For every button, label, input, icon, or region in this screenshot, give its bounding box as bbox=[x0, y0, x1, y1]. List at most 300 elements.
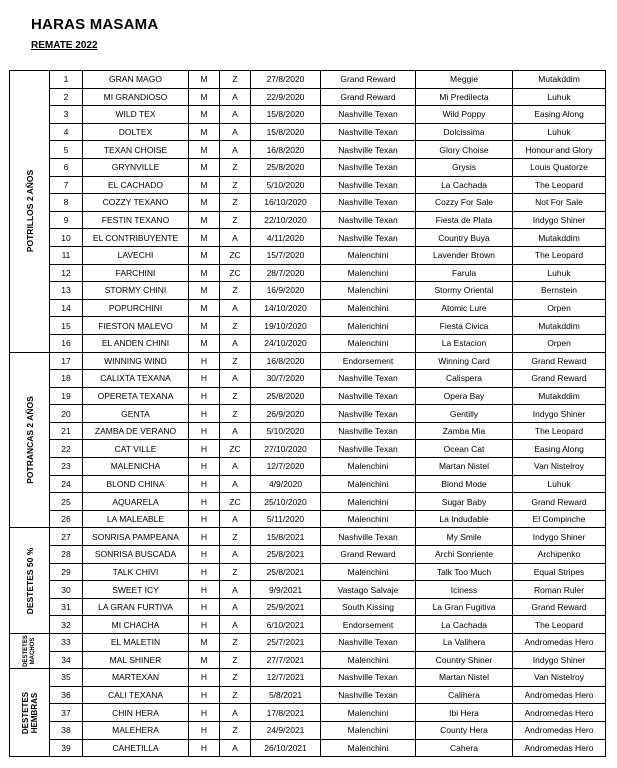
horse-name-cell: ZAMBA DE VERANO bbox=[83, 422, 189, 440]
dam-sire-cell: Orpen bbox=[513, 299, 606, 317]
sire-cell: Nashville Texan bbox=[321, 123, 416, 141]
coat-cell: A bbox=[220, 546, 251, 564]
sire-cell: Nashville Texan bbox=[321, 211, 416, 229]
birth-date-cell: 15/8/2020 bbox=[251, 123, 321, 141]
dam-sire-cell: Honour and Glory bbox=[513, 141, 606, 159]
sire-cell: Nashville Texan bbox=[321, 141, 416, 159]
coat-cell: Z bbox=[220, 211, 251, 229]
lot-number-cell: 16 bbox=[50, 334, 83, 352]
dam-cell: Blond Mode bbox=[416, 475, 513, 493]
lot-number-cell: 14 bbox=[50, 299, 83, 317]
birth-date-cell: 25/8/2021 bbox=[251, 563, 321, 581]
dam-sire-cell: Equal Stripes bbox=[513, 563, 606, 581]
table-row bbox=[10, 334, 606, 352]
sex-cell: H bbox=[189, 598, 220, 616]
lot-number-cell: 27 bbox=[50, 528, 83, 546]
sex-cell: M bbox=[189, 299, 220, 317]
table-row bbox=[10, 299, 606, 317]
lot-number-cell: 35 bbox=[50, 669, 83, 687]
horse-name-cell: POPURCHINI bbox=[83, 299, 189, 317]
horse-name-cell: CHIN HERA bbox=[83, 704, 189, 722]
sire-cell: Endorsement bbox=[321, 616, 416, 634]
sire-cell: Nashville Texan bbox=[321, 176, 416, 194]
birth-date-cell: 17/8/2021 bbox=[251, 704, 321, 722]
coat-cell: Z bbox=[220, 721, 251, 739]
dam-sire-cell: Luhuk bbox=[513, 88, 606, 106]
horse-name-cell: TEXAN CHOISE bbox=[83, 141, 189, 159]
horse-name-cell: EL MALETIN bbox=[83, 634, 189, 652]
dam-sire-cell: Indygo Shiner bbox=[513, 528, 606, 546]
sire-cell: Malenchini bbox=[321, 510, 416, 528]
table-row bbox=[10, 106, 606, 124]
coat-cell: Z bbox=[220, 528, 251, 546]
sex-cell: H bbox=[189, 546, 220, 564]
lot-number-cell: 31 bbox=[50, 598, 83, 616]
sire-cell: Nashville Texan bbox=[321, 686, 416, 704]
dam-sire-cell: Andromedas Hero bbox=[513, 634, 606, 652]
dam-cell: Archi Sonriente bbox=[416, 546, 513, 564]
table-row bbox=[10, 721, 606, 739]
birth-date-cell: 5/11/2020 bbox=[251, 510, 321, 528]
lot-number-cell: 22 bbox=[50, 440, 83, 458]
table-row bbox=[10, 546, 606, 564]
coat-cell: A bbox=[220, 616, 251, 634]
coat-cell: Z bbox=[220, 669, 251, 687]
birth-date-cell: 15/8/2021 bbox=[251, 528, 321, 546]
sex-cell: H bbox=[189, 405, 220, 423]
birth-date-cell: 25/8/2021 bbox=[251, 546, 321, 564]
dam-sire-cell: Archipenko bbox=[513, 546, 606, 564]
sex-cell: M bbox=[189, 211, 220, 229]
sex-cell: M bbox=[189, 141, 220, 159]
coat-cell: ZC bbox=[220, 246, 251, 264]
sex-cell: H bbox=[189, 563, 220, 581]
horse-name-cell: LA GRAN FURTIVA bbox=[83, 598, 189, 616]
table-row bbox=[10, 88, 606, 106]
lot-number-cell: 33 bbox=[50, 634, 83, 652]
table-row bbox=[10, 158, 606, 176]
sex-cell: M bbox=[189, 194, 220, 212]
table-row bbox=[10, 387, 606, 405]
sex-cell: H bbox=[189, 370, 220, 388]
coat-cell: Z bbox=[220, 317, 251, 335]
coat-cell: Z bbox=[220, 176, 251, 194]
dam-cell: Dolcissima bbox=[416, 123, 513, 141]
sire-cell: Vastago Salvaje bbox=[321, 581, 416, 599]
sire-cell: Malenchini bbox=[321, 704, 416, 722]
dam-sire-cell: Mutakddim bbox=[513, 387, 606, 405]
dam-cell: Winning Card bbox=[416, 352, 513, 370]
sire-cell: Nashville Texan bbox=[321, 422, 416, 440]
dam-cell: Fiesta Civica bbox=[416, 317, 513, 335]
table-row bbox=[10, 176, 606, 194]
coat-cell: Z bbox=[220, 282, 251, 300]
dam-sire-cell: Grand Reward bbox=[513, 493, 606, 511]
dam-cell: Martan Nistel bbox=[416, 458, 513, 476]
table-row bbox=[10, 563, 606, 581]
dam-sire-cell: Easing Along bbox=[513, 106, 606, 124]
horse-name-cell: MI GRANDIOSO bbox=[83, 88, 189, 106]
dam-cell: Lavender Brown bbox=[416, 246, 513, 264]
dam-cell: Cozzy For Sale bbox=[416, 194, 513, 212]
dam-sire-cell: Indygo Shiner bbox=[513, 211, 606, 229]
dam-cell: Martan Nistel bbox=[416, 669, 513, 687]
horse-name-cell: WINNING WIND bbox=[83, 352, 189, 370]
horse-name-cell: COZZY TEXANO bbox=[83, 194, 189, 212]
sex-cell: M bbox=[189, 106, 220, 124]
birth-date-cell: 22/9/2020 bbox=[251, 88, 321, 106]
sex-cell: H bbox=[189, 422, 220, 440]
lot-number-cell: 1 bbox=[50, 71, 83, 89]
sire-cell: Malenchini bbox=[321, 246, 416, 264]
horse-name-cell: CAHETILLA bbox=[83, 739, 189, 757]
dam-cell: Wild Poppy bbox=[416, 106, 513, 124]
sire-cell: Nashville Texan bbox=[321, 158, 416, 176]
horse-name-cell: SONRISA PAMPEANA bbox=[83, 528, 189, 546]
birth-date-cell: 9/9/2021 bbox=[251, 581, 321, 599]
sire-cell: Nashville Texan bbox=[321, 669, 416, 687]
dam-sire-cell: Not For Sale bbox=[513, 194, 606, 212]
sex-cell: M bbox=[189, 123, 220, 141]
table-row bbox=[10, 422, 606, 440]
section-label-text: POTRANCAS 2 AÑOS bbox=[24, 396, 35, 484]
sex-cell: H bbox=[189, 387, 220, 405]
section-label bbox=[10, 634, 50, 669]
coat-cell: Z bbox=[220, 71, 251, 89]
birth-date-cell: 25/9/2021 bbox=[251, 598, 321, 616]
dam-cell: Cahera bbox=[416, 739, 513, 757]
section-label bbox=[10, 352, 50, 528]
sire-cell: Grand Reward bbox=[321, 546, 416, 564]
dam-sire-cell: Grand Reward bbox=[513, 352, 606, 370]
table-row bbox=[10, 616, 606, 634]
lot-number-cell: 23 bbox=[50, 458, 83, 476]
table-row bbox=[10, 458, 606, 476]
dam-cell: Talk Too Much bbox=[416, 563, 513, 581]
dam-sire-cell: Grand Reward bbox=[513, 598, 606, 616]
lot-number-cell: 13 bbox=[50, 282, 83, 300]
horse-name-cell: EL ANDEN CHINI bbox=[83, 334, 189, 352]
lot-number-cell: 39 bbox=[50, 739, 83, 757]
lot-number-cell: 36 bbox=[50, 686, 83, 704]
horse-name-cell: GENTA bbox=[83, 405, 189, 423]
coat-cell: A bbox=[220, 141, 251, 159]
dam-sire-cell: Mutakddim bbox=[513, 229, 606, 247]
birth-date-cell: 25/8/2020 bbox=[251, 387, 321, 405]
dam-cell: Glory Choise bbox=[416, 141, 513, 159]
birth-date-cell: 4/11/2020 bbox=[251, 229, 321, 247]
coat-cell: Z bbox=[220, 387, 251, 405]
birth-date-cell: 16/9/2020 bbox=[251, 282, 321, 300]
birth-date-cell: 24/10/2020 bbox=[251, 334, 321, 352]
dam-sire-cell: Mutakddim bbox=[513, 71, 606, 89]
birth-date-cell: 14/10/2020 bbox=[251, 299, 321, 317]
horse-name-cell: LA MALEABLE bbox=[83, 510, 189, 528]
birth-date-cell: 12/7/2021 bbox=[251, 669, 321, 687]
horse-name-cell: STORMY CHINI bbox=[83, 282, 189, 300]
lot-number-cell: 25 bbox=[50, 493, 83, 511]
sire-cell: Nashville Texan bbox=[321, 528, 416, 546]
dam-cell: Atomic Lure bbox=[416, 299, 513, 317]
sex-cell: H bbox=[189, 581, 220, 599]
sex-cell: M bbox=[189, 282, 220, 300]
dam-cell: Zamba Mia bbox=[416, 422, 513, 440]
sire-cell: Malenchini bbox=[321, 493, 416, 511]
table-row bbox=[10, 581, 606, 599]
birth-date-cell: 5/10/2020 bbox=[251, 422, 321, 440]
lot-number-cell: 19 bbox=[50, 387, 83, 405]
dam-cell: La Gran Fugitiva bbox=[416, 598, 513, 616]
section-label-text: DESTETES 50 % bbox=[24, 547, 35, 615]
dam-sire-cell: Orpen bbox=[513, 334, 606, 352]
table-row bbox=[10, 634, 606, 652]
dam-cell: County Hera bbox=[416, 721, 513, 739]
sex-cell: M bbox=[189, 651, 220, 669]
lot-number-cell: 15 bbox=[50, 317, 83, 335]
sex-cell: H bbox=[189, 493, 220, 511]
dam-cell: Opera Bay bbox=[416, 387, 513, 405]
document-title: HARAS MASAMA bbox=[31, 16, 159, 33]
coat-cell: ZC bbox=[220, 264, 251, 282]
birth-date-cell: 5/10/2020 bbox=[251, 176, 321, 194]
table-row bbox=[10, 71, 606, 89]
sex-cell: M bbox=[189, 246, 220, 264]
lot-number-cell: 30 bbox=[50, 581, 83, 599]
dam-cell: Ibi Hera bbox=[416, 704, 513, 722]
table-row bbox=[10, 739, 606, 757]
lot-number-cell: 21 bbox=[50, 422, 83, 440]
sex-cell: H bbox=[189, 704, 220, 722]
horse-name-cell: TALK CHIVI bbox=[83, 563, 189, 581]
sire-cell: Malenchini bbox=[321, 282, 416, 300]
table-row bbox=[10, 282, 606, 300]
dam-cell: Ocean Cat bbox=[416, 440, 513, 458]
table-row bbox=[10, 194, 606, 212]
horse-name-cell: MI CHACHA bbox=[83, 616, 189, 634]
sex-cell: H bbox=[189, 669, 220, 687]
birth-date-cell: 30/7/2020 bbox=[251, 370, 321, 388]
birth-date-cell: 27/10/2020 bbox=[251, 440, 321, 458]
coat-cell: A bbox=[220, 106, 251, 124]
table-row bbox=[10, 440, 606, 458]
sex-cell: H bbox=[189, 686, 220, 704]
lot-number-cell: 7 bbox=[50, 176, 83, 194]
dam-cell: Stormy Oriental bbox=[416, 282, 513, 300]
table-row bbox=[10, 352, 606, 370]
lot-number-cell: 11 bbox=[50, 246, 83, 264]
coat-cell: Z bbox=[220, 405, 251, 423]
dam-cell: La Cachada bbox=[416, 176, 513, 194]
horse-name-cell: GRYNVILLE bbox=[83, 158, 189, 176]
coat-cell: A bbox=[220, 458, 251, 476]
horse-name-cell: BLOND CHINA bbox=[83, 475, 189, 493]
coat-cell: A bbox=[220, 370, 251, 388]
sex-cell: H bbox=[189, 528, 220, 546]
lot-number-cell: 3 bbox=[50, 106, 83, 124]
horse-name-cell: MAL SHINER bbox=[83, 651, 189, 669]
lot-number-cell: 34 bbox=[50, 651, 83, 669]
sire-cell: Malenchini bbox=[321, 264, 416, 282]
birth-date-cell: 16/8/2020 bbox=[251, 352, 321, 370]
auction-table bbox=[9, 70, 606, 757]
coat-cell: A bbox=[220, 422, 251, 440]
birth-date-cell: 22/10/2020 bbox=[251, 211, 321, 229]
sex-cell: H bbox=[189, 440, 220, 458]
sire-cell: Malenchini bbox=[321, 299, 416, 317]
sex-cell: M bbox=[189, 176, 220, 194]
lot-number-cell: 12 bbox=[50, 264, 83, 282]
horse-name-cell: MARTEXAN bbox=[83, 669, 189, 687]
sire-cell: Malenchini bbox=[321, 458, 416, 476]
coat-cell: Z bbox=[220, 194, 251, 212]
birth-date-cell: 26/9/2020 bbox=[251, 405, 321, 423]
sex-cell: H bbox=[189, 475, 220, 493]
dam-cell: La Indudable bbox=[416, 510, 513, 528]
dam-cell: La Estacion bbox=[416, 334, 513, 352]
section-label bbox=[10, 669, 50, 757]
dam-sire-cell: Andromedas Hero bbox=[513, 721, 606, 739]
horse-name-cell: EL CACHADO bbox=[83, 176, 189, 194]
dam-cell: Meggie bbox=[416, 71, 513, 89]
horse-name-cell: LAVECHI bbox=[83, 246, 189, 264]
dam-sire-cell: Indygo Shiner bbox=[513, 651, 606, 669]
birth-date-cell: 25/10/2020 bbox=[251, 493, 321, 511]
birth-date-cell: 16/8/2020 bbox=[251, 141, 321, 159]
coat-cell: A bbox=[220, 598, 251, 616]
sire-cell: Malenchini bbox=[321, 721, 416, 739]
sex-cell: H bbox=[189, 739, 220, 757]
coat-cell: A bbox=[220, 229, 251, 247]
table-row bbox=[10, 598, 606, 616]
dam-sire-cell: The Leopard bbox=[513, 176, 606, 194]
table-row bbox=[10, 475, 606, 493]
section-label bbox=[10, 71, 50, 353]
horse-name-cell: FIESTON MALEVO bbox=[83, 317, 189, 335]
table-row bbox=[10, 651, 606, 669]
lot-number-cell: 37 bbox=[50, 704, 83, 722]
sire-cell: Malenchini bbox=[321, 317, 416, 335]
dam-cell: Mi Predilecta bbox=[416, 88, 513, 106]
table-row bbox=[10, 510, 606, 528]
dam-cell: My Smile bbox=[416, 528, 513, 546]
lot-number-cell: 10 bbox=[50, 229, 83, 247]
table-row bbox=[10, 264, 606, 282]
horse-name-cell: OPERETA TEXANA bbox=[83, 387, 189, 405]
sex-cell: M bbox=[189, 88, 220, 106]
lot-number-cell: 28 bbox=[50, 546, 83, 564]
lot-number-cell: 38 bbox=[50, 721, 83, 739]
dam-sire-cell: Mutakddim bbox=[513, 317, 606, 335]
horse-name-cell: FESTIN TEXANO bbox=[83, 211, 189, 229]
horse-name-cell: FARCHINI bbox=[83, 264, 189, 282]
auction-table-body bbox=[10, 71, 606, 757]
coat-cell: A bbox=[220, 704, 251, 722]
dam-sire-cell: Andromedas Hero bbox=[513, 704, 606, 722]
dam-cell: Grysis bbox=[416, 158, 513, 176]
coat-cell: A bbox=[220, 510, 251, 528]
sex-cell: M bbox=[189, 334, 220, 352]
dam-sire-cell: The Leopard bbox=[513, 616, 606, 634]
table-row bbox=[10, 370, 606, 388]
birth-date-cell: 12/7/2020 bbox=[251, 458, 321, 476]
coat-cell: A bbox=[220, 299, 251, 317]
dam-sire-cell: Luhuk bbox=[513, 123, 606, 141]
section-label-text: DESTETES MACHOS bbox=[22, 635, 36, 667]
birth-date-cell: 24/9/2021 bbox=[251, 721, 321, 739]
lot-number-cell: 9 bbox=[50, 211, 83, 229]
sire-cell: Nashville Texan bbox=[321, 387, 416, 405]
dam-cell: Sugar Baby bbox=[416, 493, 513, 511]
table-row bbox=[10, 528, 606, 546]
birth-date-cell: 28/7/2020 bbox=[251, 264, 321, 282]
horse-name-cell: CALIXTA TEXANA bbox=[83, 370, 189, 388]
dam-sire-cell: Van Nistelroy bbox=[513, 669, 606, 687]
sire-cell: Nashville Texan bbox=[321, 370, 416, 388]
dam-sire-cell: Roman Ruler bbox=[513, 581, 606, 599]
sire-cell: Malenchini bbox=[321, 334, 416, 352]
section-label bbox=[10, 528, 50, 634]
horse-name-cell: AQUARELA bbox=[83, 493, 189, 511]
horse-name-cell: GRAN MAGO bbox=[83, 71, 189, 89]
lot-number-cell: 6 bbox=[50, 158, 83, 176]
dam-cell: Gentilly bbox=[416, 405, 513, 423]
dam-cell: Calispera bbox=[416, 370, 513, 388]
dam-sire-cell: Luhuk bbox=[513, 475, 606, 493]
sex-cell: H bbox=[189, 458, 220, 476]
table-row bbox=[10, 229, 606, 247]
coat-cell: A bbox=[220, 739, 251, 757]
sex-cell: H bbox=[189, 616, 220, 634]
sire-cell: Grand Reward bbox=[321, 71, 416, 89]
lot-number-cell: 18 bbox=[50, 370, 83, 388]
table-row bbox=[10, 686, 606, 704]
sire-cell: Nashville Texan bbox=[321, 634, 416, 652]
coat-cell: Z bbox=[220, 634, 251, 652]
table-row bbox=[10, 123, 606, 141]
horse-name-cell: CALI TEXANA bbox=[83, 686, 189, 704]
section-label-text: POTRILLOS 2 AÑOS bbox=[24, 170, 35, 253]
coat-cell: Z bbox=[220, 563, 251, 581]
coat-cell: Z bbox=[220, 352, 251, 370]
table-row bbox=[10, 246, 606, 264]
dam-cell: La Cachada bbox=[416, 616, 513, 634]
dam-cell: Iciness bbox=[416, 581, 513, 599]
table-row bbox=[10, 141, 606, 159]
sire-cell: Malenchini bbox=[321, 651, 416, 669]
coat-cell: ZC bbox=[220, 493, 251, 511]
sex-cell: M bbox=[189, 634, 220, 652]
coat-cell: Z bbox=[220, 686, 251, 704]
sex-cell: M bbox=[189, 317, 220, 335]
table-row bbox=[10, 405, 606, 423]
dam-sire-cell: Indygo Shiner bbox=[513, 405, 606, 423]
coat-cell: Z bbox=[220, 158, 251, 176]
birth-date-cell: 25/8/2020 bbox=[251, 158, 321, 176]
horse-name-cell: SWEET ICY bbox=[83, 581, 189, 599]
dam-cell: La Valihera bbox=[416, 634, 513, 652]
dam-sire-cell: El Compinche bbox=[513, 510, 606, 528]
birth-date-cell: 6/10/2021 bbox=[251, 616, 321, 634]
sire-cell: Nashville Texan bbox=[321, 405, 416, 423]
sire-cell: South Kissing bbox=[321, 598, 416, 616]
birth-date-cell: 16/10/2020 bbox=[251, 194, 321, 212]
birth-date-cell: 27/8/2020 bbox=[251, 71, 321, 89]
horse-name-cell: CAT VILLE bbox=[83, 440, 189, 458]
table-row bbox=[10, 704, 606, 722]
coat-cell: A bbox=[220, 88, 251, 106]
coat-cell: ZC bbox=[220, 440, 251, 458]
lot-number-cell: 26 bbox=[50, 510, 83, 528]
